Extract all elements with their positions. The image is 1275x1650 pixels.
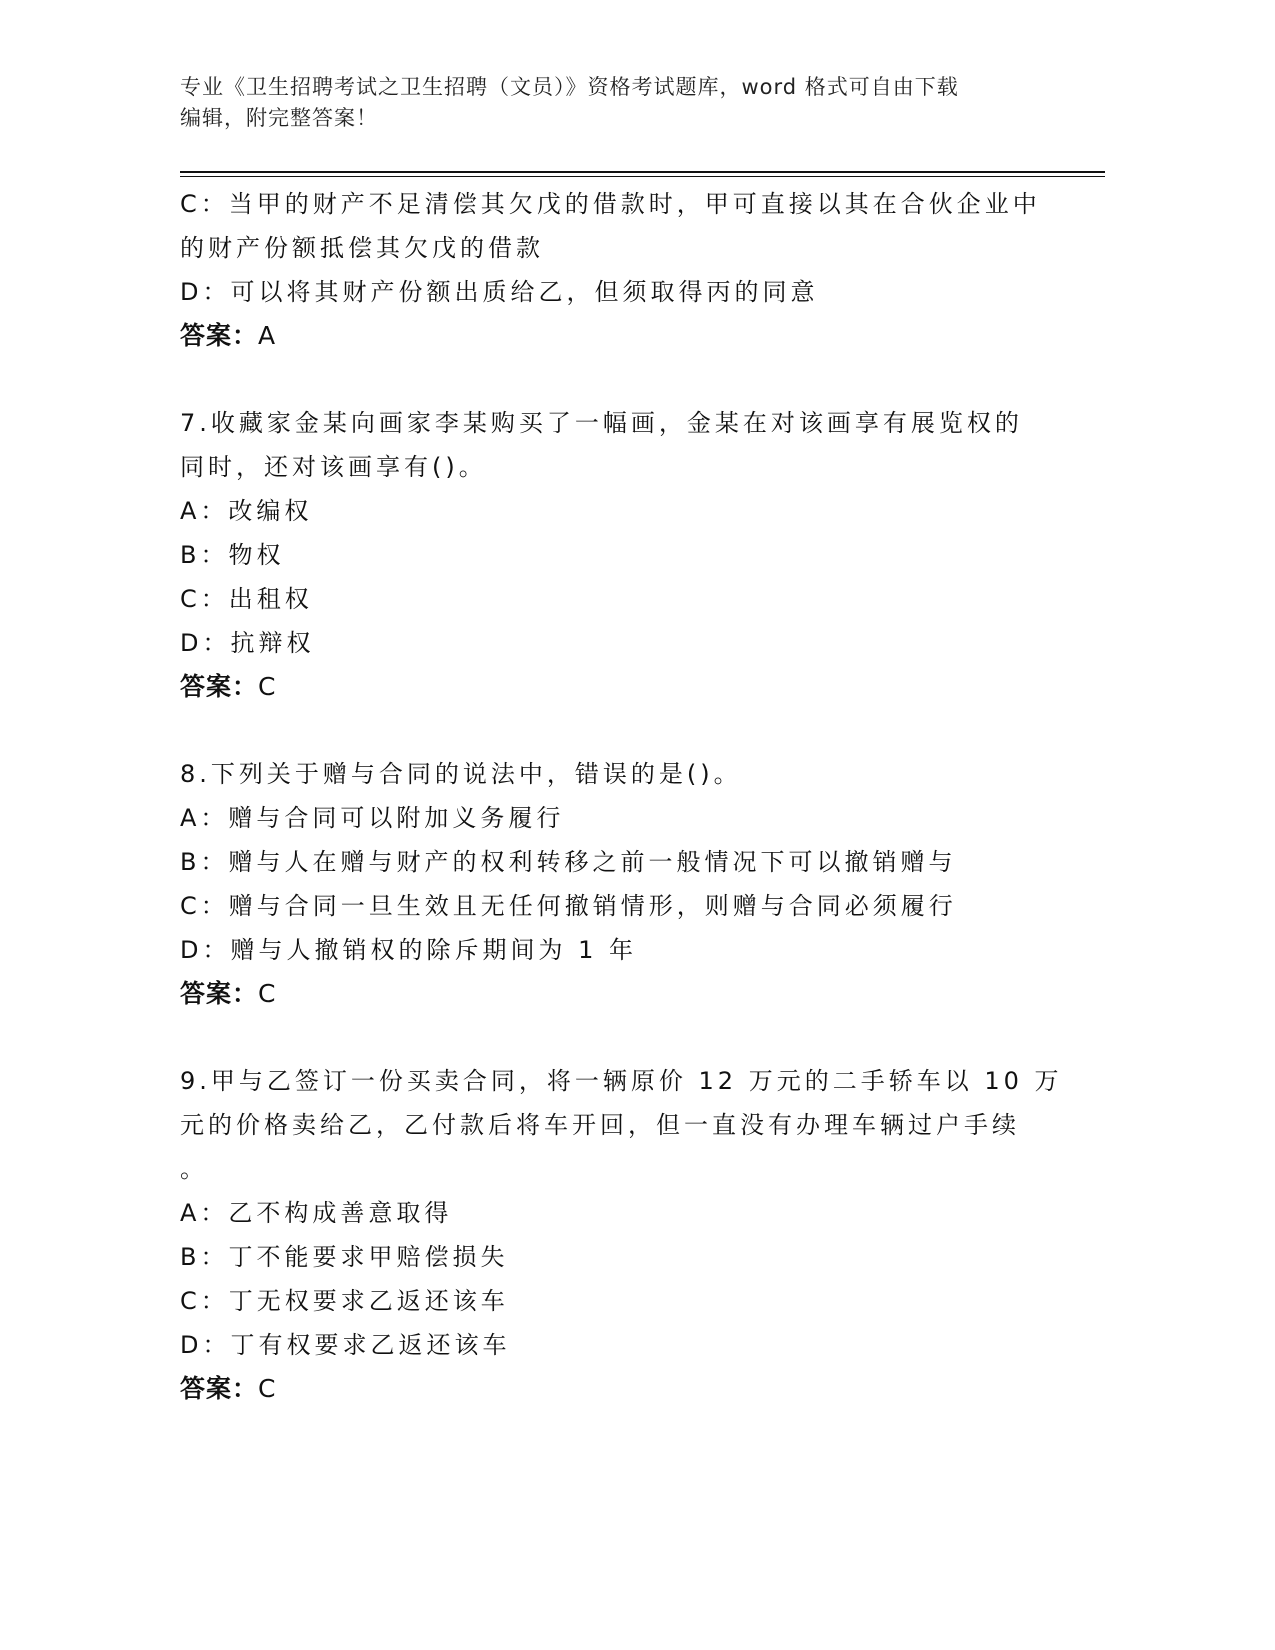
question-6-continued: [180, 182, 1080, 358]
option-a: A：改编权: [180, 497, 313, 525]
option-c: C：出租权: [180, 585, 313, 613]
option-c-line-1: C：当甲的财产不足清偿其欠戊的借款时，甲可直接以其在合伙企业中: [180, 190, 1041, 218]
answer-value: C: [258, 979, 277, 1008]
answer-line: [180, 665, 1080, 709]
answer-value: A: [258, 321, 277, 350]
question-stem-line-1: 7.收藏家金某向画家李某购买了一幅画，金某在对该画享有展览权的: [180, 409, 1023, 437]
answer-line: [180, 1367, 1080, 1411]
question-stem-line-2: 同时，还对该画享有()。: [180, 453, 487, 481]
header-rule-thick: [180, 171, 1105, 173]
header-rule-thin: [180, 176, 1105, 177]
option-c: C：赠与合同一旦生效且无任何撤销情形，则赠与合同必须履行: [180, 892, 957, 920]
header-line-2: 编辑，附完整答案！: [180, 106, 378, 130]
option-a: A：乙不构成善意取得: [180, 1199, 453, 1227]
document-body: [180, 182, 1080, 1411]
question-stem-line-3: 。: [180, 1155, 204, 1183]
answer-value: C: [258, 1374, 277, 1403]
question-8: [180, 752, 1080, 1016]
answer-line: [180, 314, 1080, 358]
answer-value: C: [258, 672, 277, 701]
question-stem-line-2: 元的价格卖给乙，乙付款后将车开回，但一直没有办理车辆过户手续: [180, 1111, 1020, 1139]
answer-label: 答案：: [180, 672, 259, 701]
answer-label: 答案：: [180, 321, 259, 350]
header-line-1: 专业《卫生招聘考试之卫生招聘（文员）》资格考试题库，word 格式可自由下载: [180, 75, 959, 99]
option-a: A：赠与合同可以附加义务履行: [180, 804, 565, 832]
option-d: D：抗辩权: [180, 629, 315, 657]
question-7: [180, 401, 1080, 709]
question-stem-line-1: 9.甲与乙签订一份买卖合同，将一辆原价 12 万元的二手轿车以 10 万: [180, 1067, 1063, 1095]
option-b: B：丁不能要求甲赔偿损失: [180, 1243, 509, 1271]
option-d: D：可以将其财产份额出质给乙，但须取得丙的同意: [180, 278, 819, 306]
document-header: [180, 72, 1060, 134]
option-d: D：丁有权要求乙返还该车: [180, 1331, 511, 1359]
answer-label: 答案：: [180, 979, 259, 1008]
option-b: B：物权: [180, 541, 285, 569]
answer-line: [180, 972, 1080, 1016]
question-9: [180, 1059, 1080, 1411]
option-b: B：赠与人在赠与财产的权利转移之前一般情况下可以撤销赠与: [180, 848, 957, 876]
option-c: C：丁无权要求乙返还该车: [180, 1287, 509, 1315]
question-stem-line-1: 8.下列关于赠与合同的说法中，错误的是()。: [180, 760, 742, 788]
option-c-line-2: 的财产份额抵偿其欠戊的借款: [180, 234, 544, 262]
answer-label: 答案：: [180, 1374, 259, 1403]
option-d: D：赠与人撤销权的除斥期间为 1 年: [180, 936, 638, 964]
